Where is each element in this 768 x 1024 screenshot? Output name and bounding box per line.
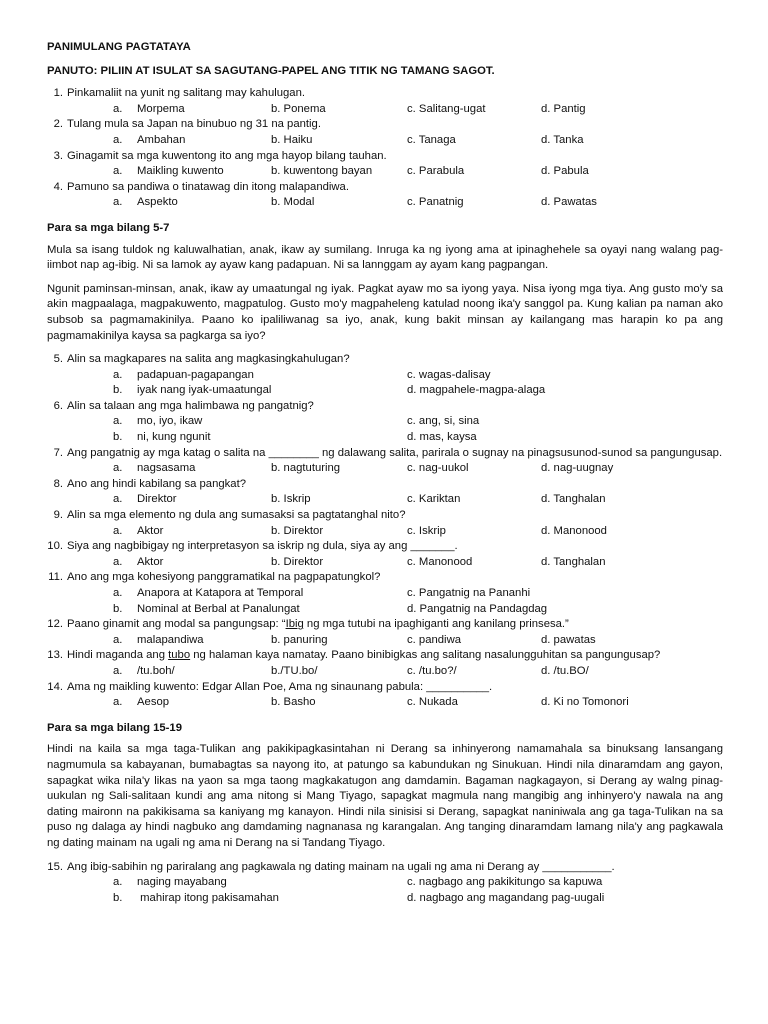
option-row bbox=[47, 602, 723, 618]
question-text: Ginagamit sa mga kuwentong ito ang mga hayop bilang tauhan. bbox=[67, 149, 387, 162]
option-b: b. mahirap itong pakisamahan bbox=[113, 891, 279, 904]
option-c: c. Panatnig bbox=[407, 196, 464, 209]
option-b: b./TU.bo/ bbox=[271, 664, 318, 677]
question-text: Alin sa talaan ang mga halimbawa ng pangatnig? bbox=[67, 399, 314, 412]
option-row bbox=[47, 102, 723, 118]
page-title: PANIMULANG PAGTATAYA bbox=[47, 41, 191, 53]
option-row bbox=[47, 524, 723, 540]
question-text: Ang ibig-sabihin ng pariralang ang pagkawala ng dating mainam na ugali ng ama ni Derang ay ___________. bbox=[67, 860, 615, 873]
option-row bbox=[47, 633, 723, 649]
option-b: b. Nominal at Berbal at Panalungat bbox=[113, 602, 300, 615]
option-a: a. Direktor bbox=[113, 493, 177, 506]
question-item: 15. Ang ibig-sabihin ng pariralang ang pagkawala ng dating mainam na ugali ng ama ni Derang ay ___________. bbox=[47, 860, 615, 873]
option-row bbox=[47, 414, 723, 430]
option-row bbox=[47, 875, 723, 891]
option-b: b. nagtuturing bbox=[271, 462, 341, 475]
question-item: 2. Tulang mula sa Japan na binubuo ng 31 na pantig. bbox=[53, 118, 321, 131]
option-b: b. Modal bbox=[271, 196, 315, 209]
section-heading-5-7: Para sa mga bilang 5-7 bbox=[47, 221, 170, 234]
option-c: c. pandiwa bbox=[407, 633, 462, 646]
question-text: Ama ng maikling kuwento: Edgar Allan Poe, Ama ng sinaunang pabula: __________. bbox=[67, 680, 493, 693]
option-c: c. Pangatnig na Pananhi bbox=[407, 587, 531, 599]
question-text: Alin sa mga elemento ng dula ang sumasaksi sa pagtatanghal nito? bbox=[67, 509, 406, 522]
question-item: 7. Ang pangatnig ay mga katag o salita na ________ ng dalawang salita, parirala o sugnay na pinagsusunod-sunod sa pangungusap. bbox=[53, 446, 723, 459]
option-d: d. Pabula bbox=[541, 165, 589, 178]
question-text: Paano ginamit ang modal sa pangungsap: “Ibig ng mga tutubi na ipaghiganti ang kanilang prinsesa.” bbox=[67, 618, 569, 631]
option-a: a. Ambahan bbox=[113, 133, 186, 146]
question-item: 12. Paano ginamit ang modal sa pangungsap: “Ibig ng mga tutubi na ipaghiganti ang kanilang prinsesa.” bbox=[47, 618, 569, 631]
option-a: a. Morpema bbox=[113, 102, 185, 115]
option-d: d. Manonood bbox=[541, 524, 607, 537]
question-text: Alin sa magkapares na salita ang magkasingkahulugan? bbox=[67, 353, 350, 366]
option-b: b. Haiku bbox=[271, 133, 313, 146]
question-text: Ano ang mga kohesiyong panggramatikal na pagpapatungkol? bbox=[67, 571, 381, 584]
option-c: c. wagas-dalisay bbox=[407, 368, 491, 381]
option-b: b. Direktor bbox=[271, 555, 324, 568]
option-c: c. Tanaga bbox=[407, 133, 456, 146]
option-c: c. Kariktan bbox=[407, 493, 461, 506]
option-c: c. /tu.bo?/ bbox=[407, 664, 457, 677]
option-d: d. Pawatas bbox=[541, 196, 597, 209]
option-row bbox=[47, 164, 723, 180]
option-d: d. Tanghalan bbox=[541, 493, 606, 506]
option-row bbox=[47, 461, 723, 477]
question-item: 10. Siya ang nagbibigay ng interpretasyon sa iskrip ng dula, siya ay ang _______. bbox=[47, 540, 458, 553]
option-d: d. Pangatnig na Pandagdag bbox=[407, 602, 548, 615]
option-a: a. nagsasama bbox=[113, 462, 196, 475]
option-a: a. Aesop bbox=[113, 696, 170, 709]
passage-paragraph: Hindi na kaila sa mga taga-Tulikan ang pakikipagkasintahan ni Derang sa inhinyerong namamahala sa binuksang lansangang nagmumula sa kabayanan, bumabagtas sa nayong ito, at patungo sa kabundukan ng Sinukuan. Hindi nila dinaramdam ang gayon, sapagkat wika nila'y likas na yaon sa mga taong magkakatugon ang damdamin. Bagaman nagkagayon, si Derang ay walng pinag-uukulan ng Sali-salitaan kundi ang ama nitong si Mang Tiyago, sapagkat magmula nang mangibig ang inhinyero'y nawala na ang dating maironn na pakikisama sa kaniyang mg kanayon. Hindi nila sinisisi si Derang, sapagkat naniniwala ang ga taga-Tulikan na sa puso ng dalaga ay hindi nagbuko ang damdaming nagnanasa ng karangalan. Ang tanging dinaramdam lamang nila'y ang pagkawala ng dating mainam na ugali ng ama ni Derang na si Tandang Tiyago. bbox=[47, 743, 723, 849]
option-a: a. /tu.boh/ bbox=[113, 664, 175, 677]
option-d: d. mas, kaysa bbox=[407, 431, 477, 444]
question-group-1-4 bbox=[47, 86, 723, 211]
option-d: d. Ki no Tomonori bbox=[541, 696, 629, 709]
option-d: d. /tu.BO/ bbox=[541, 664, 589, 677]
option-c: c. Iskrip bbox=[407, 524, 446, 537]
question-item: 14. Ama ng maikling kuwento: Edgar Allan Poe, Ama ng sinaunang pabula: __________. bbox=[47, 680, 493, 693]
option-d: d. magpahele-magpa-alaga bbox=[407, 384, 546, 397]
option-row bbox=[47, 695, 723, 711]
option-a: a. padapuan-pagapangan bbox=[113, 368, 254, 381]
question-text: Tulang mula sa Japan na binubuo ng 31 na pantig. bbox=[67, 118, 321, 131]
option-c: c. Salitang-ugat bbox=[407, 102, 486, 115]
option-row bbox=[47, 555, 723, 571]
option-b: b. iyak nang iyak-umaatungal bbox=[113, 384, 272, 397]
option-b: b. kuwentong bayan bbox=[271, 165, 373, 178]
option-b: b. Ponema bbox=[271, 102, 326, 115]
question-item: 5. Alin sa magkapares na salita ang magkasingkahulugan? bbox=[53, 353, 350, 366]
question-item: 13. Hindi maganda ang tubo ng halaman kaya namatay. Paano binibigkas ang salitang nasalungguhitan sa pangungusap? bbox=[47, 649, 661, 662]
option-row bbox=[47, 133, 723, 149]
option-a: a. Aktor bbox=[113, 555, 164, 568]
question-item: 6. Alin sa talaan ang mga halimbawa ng pangatnig? bbox=[53, 399, 314, 412]
question-item: 11. Ano ang mga kohesiyong panggramatikal na pagpapatungkol? bbox=[48, 571, 381, 584]
option-row bbox=[47, 586, 723, 602]
option-a: a. Aktor bbox=[113, 524, 164, 537]
question-item: 8. Ano ang hindi kabilang sa pangkat? bbox=[53, 477, 247, 490]
option-d: d. Pantig bbox=[541, 102, 586, 115]
option-row bbox=[47, 195, 723, 211]
option-d: d. nag-uugnay bbox=[541, 462, 614, 475]
option-row bbox=[47, 492, 723, 508]
question-text: Ano ang hindi kabilang sa pangkat? bbox=[67, 477, 247, 490]
underlined-word: tubo bbox=[168, 649, 191, 662]
option-d: d. nagbago ang magandang pag-uugali bbox=[407, 891, 605, 904]
option-a: a. Maikling kuwento bbox=[113, 165, 224, 178]
passage-paragraph: Ngunit paminsan-minsan, anak, ikaw ay umaatungal ng iyak. Pagkat ayaw mo sa iyong yaya. Nisa iyong mga tiya. Ang gusto mo'y sa akin magpaalaga, magpakuwento, magpatulog. Gusto mo'y magpaheleng katulad noong ika'y sanggol pa. Kung kalian pa naman ako subsob sa pagmamakinilya. Paano ko ipaliliwanag sa iyo, anak, kung bakit minsan ay kailangang mas harapin ko pa ang pagmamakinilya kaysa sa pagkarga sa iyo? bbox=[47, 282, 723, 342]
option-row bbox=[47, 891, 723, 907]
option-d: d. Tanka bbox=[541, 133, 584, 146]
option-a: a. mo, iyo, ikaw bbox=[113, 415, 203, 428]
option-b: b. Iskrip bbox=[271, 493, 311, 506]
option-d: d. pawatas bbox=[541, 633, 596, 646]
option-c: c. Parabula bbox=[407, 165, 465, 178]
exam-page bbox=[47, 40, 723, 906]
option-c: c. Nukada bbox=[407, 696, 458, 709]
question-item: 9. Alin sa mga elemento ng dula ang sumasaksi sa pagtatanghal nito? bbox=[53, 509, 406, 522]
passage-paragraph: Mula sa isang tuldok ng kaluwalhatian, anak, ikaw ay sumilang. Inruga ka ng iyong ama at ipinaghehele sa oyayi nang walang pag-iimbot nap ag-ibig. Ni sa lamok ay ayaw kang padapuan. Ni sa lannggam ay ayam kang pagpangan. bbox=[47, 243, 723, 272]
option-b: b. ni, kung ngunit bbox=[113, 431, 211, 444]
instructions: PANUTO: PILIIN AT ISULAT SA SAGUTANG-PAPEL ANG TITIK NG TAMANG SAGOT. bbox=[47, 64, 495, 77]
question-item: 4. Pamuno sa pandiwa o tinatawag din itong malapandiwa. bbox=[53, 180, 349, 193]
option-a: a. malapandiwa bbox=[113, 633, 204, 646]
option-row bbox=[47, 430, 723, 446]
option-c: c. ang, si, sina bbox=[407, 415, 480, 428]
option-b: b. panuring bbox=[271, 633, 328, 646]
option-row bbox=[47, 383, 723, 399]
option-row bbox=[47, 664, 723, 680]
option-a: a. naging mayabang bbox=[113, 876, 227, 889]
question-text: Siya ang nagbibigay ng interpretasyon sa iskrip ng dula, siya ay ang _______. bbox=[67, 540, 458, 553]
question-text: Pinkamaliit na yunit ng salitang may kahulugan. bbox=[67, 87, 306, 100]
option-b: b. Basho bbox=[271, 696, 316, 709]
option-b: b. Direktor bbox=[271, 524, 324, 537]
question-text: Pamuno sa pandiwa o tinatawag din itong malapandiwa. bbox=[67, 180, 349, 193]
option-c: c. nag-uukol bbox=[407, 462, 469, 475]
option-d: d. Tanghalan bbox=[541, 555, 606, 568]
option-c: c. nagbago ang pakikitungo sa kapuwa bbox=[407, 876, 603, 889]
question-text: Hindi maganda ang tubo ng halaman kaya namatay. Paano binibigkas ang salitang nasalungguhitan sa pangungusap? bbox=[67, 649, 661, 662]
section-heading-15-19: Para sa mga bilang 15-19 bbox=[47, 721, 183, 734]
option-a: a. Aspekto bbox=[113, 196, 178, 209]
question-item: 1. Pinkamaliit na yunit ng salitang may kahulugan. bbox=[53, 87, 306, 100]
option-a: a. Anapora at Katapora at Temporal bbox=[113, 587, 304, 599]
question-text: Ang pangatnig ay mga katag o salita na ________ ng dalawang salita, parirala o sugnay na pinagsusunod-sunod sa pangungusap. bbox=[67, 446, 723, 459]
underlined-word: Ibig bbox=[285, 618, 304, 631]
question-item: 3. Ginagamit sa mga kuwentong ito ang mga hayop bilang tauhan. bbox=[53, 149, 387, 162]
option-c: c. Manonood bbox=[407, 555, 473, 568]
option-row bbox=[47, 368, 723, 384]
